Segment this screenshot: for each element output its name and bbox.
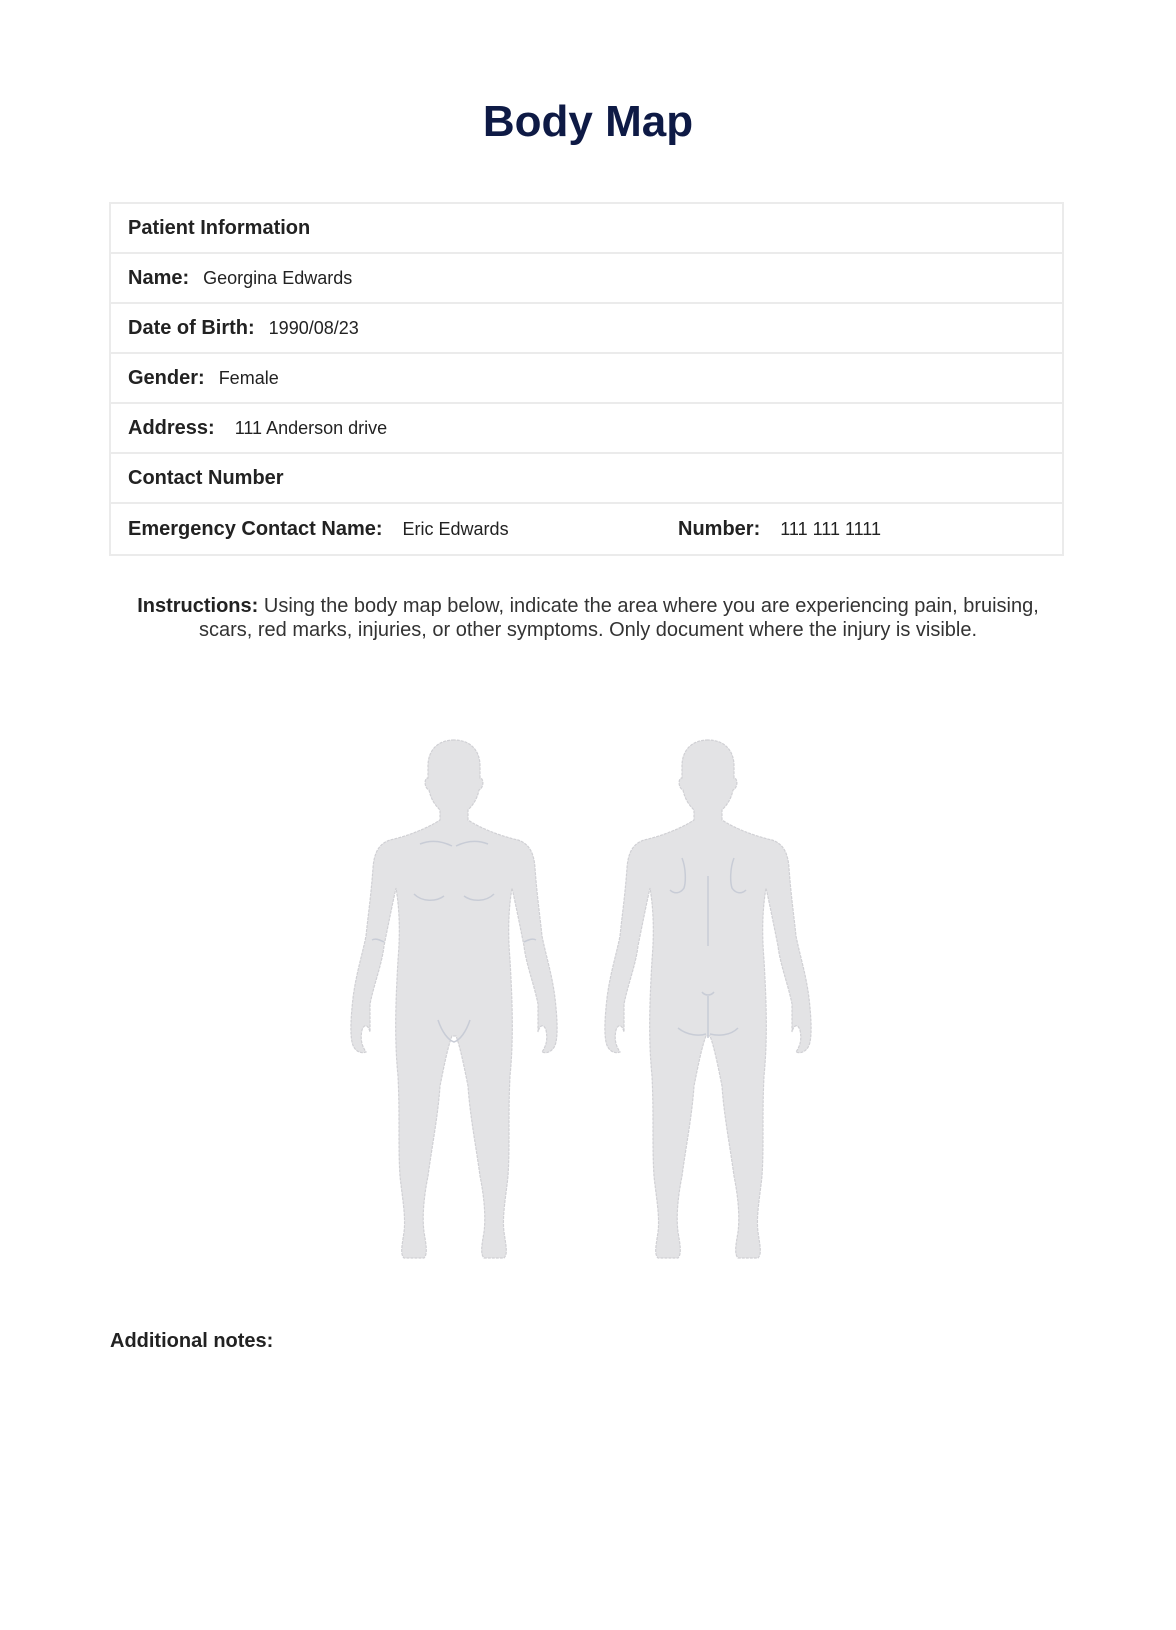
emergency-contact-name-label: Emergency Contact Name: [128,517,383,540]
gender-row [111,354,1062,404]
gender-label: Gender: [128,366,205,389]
contact-number-row[interactable] [111,454,1062,504]
instructions [112,594,1064,642]
patient-information-table [109,202,1064,556]
emergency-contact-name-value[interactable]: Eric Edwards [402,518,509,539]
patient-info-header: Patient Information [128,216,311,239]
emergency-number-group [678,518,881,541]
gender-value[interactable]: Female [218,367,279,388]
instructions-text: Using the body map below, indicate the area where you are experiencing pain, bruising, scars, red marks, injuries, or other symptoms. Only document where the injury is visible. [198,595,1039,641]
dob-row [111,304,1062,354]
patient-info-header-row [111,204,1062,254]
body-map[interactable] [340,736,830,1266]
body-front-icon[interactable] [348,736,560,1266]
address-value[interactable]: 111 Anderson drive [234,417,388,438]
address-row [111,404,1062,454]
dob-value[interactable]: 1990/08/23 [268,317,359,338]
additional-notes-label: Additional notes: [110,1330,274,1352]
address-label: Address: [128,416,215,439]
emergency-number-label: Number: [678,517,761,540]
page-title: Body Map [482,97,694,146]
body-back-icon[interactable] [602,736,814,1266]
contact-number-label: Contact Number [128,466,284,489]
dob-label: Date of Birth: [128,316,255,339]
name-value[interactable]: Georgina Edwards [203,267,353,288]
name-label: Name: [128,266,190,289]
emergency-number-value[interactable]: 111 111 1111 [780,518,881,539]
name-row [111,254,1062,304]
instructions-label: Instructions: [137,595,259,617]
emergency-contact-row [111,504,1062,554]
